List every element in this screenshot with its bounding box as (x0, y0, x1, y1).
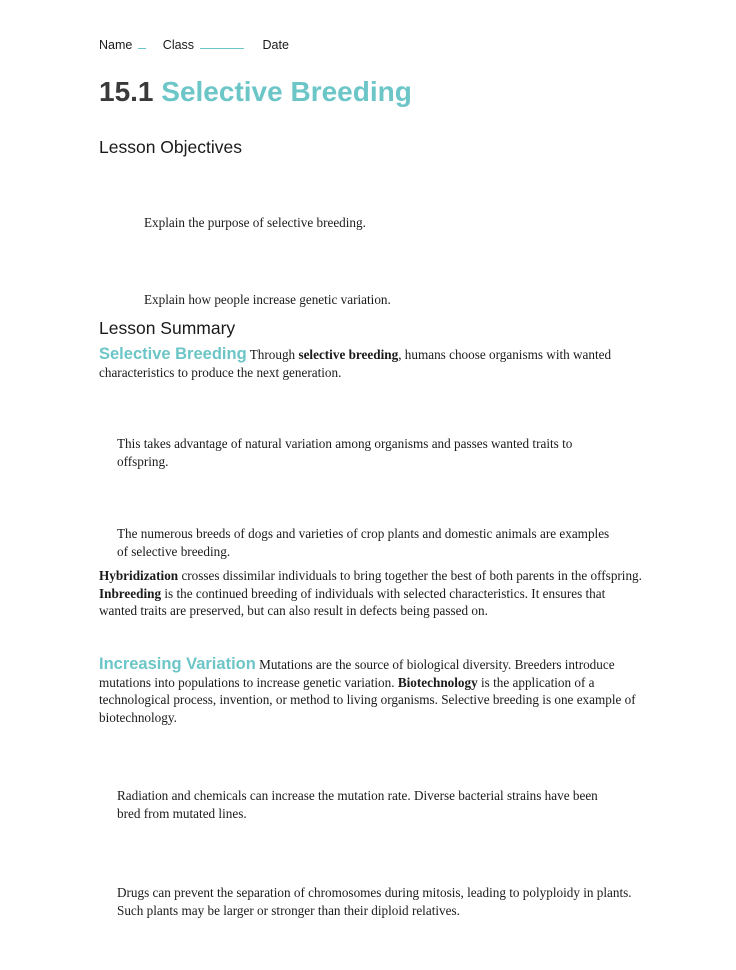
summary-heading: Lesson Summary (99, 318, 236, 338)
term-hybridization: Hybridization (99, 568, 179, 583)
name-blank (138, 48, 146, 49)
selective-breeding-head: Selective Breeding (99, 345, 247, 363)
name-label: Name (99, 38, 133, 52)
increasing-variation-head: Increasing Variation (99, 655, 256, 673)
objective-item-1: Explain the purpose of selective breeding. (144, 215, 366, 230)
increasing-variation-paragraph: Increasing Variation Mutations are the source of biological diversity. Breeders introduce mutations into populations to increase genetic variation. Biotechnology is the application of a technological process, invention, or method to living organisms. Selective breeding is one example of biotechnology. (99, 655, 636, 725)
variation-bullet-2: Drugs can prevent the separation of chromosomes during mitosis, leading to polyploidy in plants. Such plants may be larger or stronger than their diploid relatives. (117, 885, 632, 918)
objectives-heading: Lesson Objectives (99, 137, 242, 157)
selective-breeding-paragraph: Selective Breeding Through selective breeding, humans choose organisms with wanted characteristics to produce the next generation. (99, 345, 612, 380)
hybridization-paragraph: Hybridization crosses dissimilar individuals to bring together the best of both parents in the offspring. Inbreeding is the continued breeding of individuals with selected characteristics. It ensures that wanted traits are preserved, but can also result in defects being passed on. (99, 568, 642, 618)
worksheet-header (99, 38, 291, 52)
section-number: 15.1 (99, 76, 154, 107)
date-label: Date (262, 38, 289, 52)
term-selective-breeding: selective breeding (298, 347, 399, 362)
variation-bullet-1: Radiation and chemicals can increase the mutation rate. Diverse bacterial strains have been bred from mutated lines. (117, 788, 598, 821)
term-biotechnology: Biotechnology (397, 674, 478, 690)
class-blank (200, 48, 244, 49)
selective-bullet-2: The numerous breeds of dogs and varieties of crop plants and domestic animals are examples of selective breeding. (117, 526, 610, 559)
term-inbreeding: Inbreeding (99, 585, 162, 601)
selective-bullet-1: This takes advantage of natural variation among organisms and passes wanted traits to offspring. (117, 436, 573, 469)
objective-item-2: Explain how people increase genetic variation. (144, 292, 391, 307)
class-label: Class (162, 38, 195, 52)
page-title (99, 76, 412, 108)
section-title: Selective Breeding (161, 76, 412, 107)
